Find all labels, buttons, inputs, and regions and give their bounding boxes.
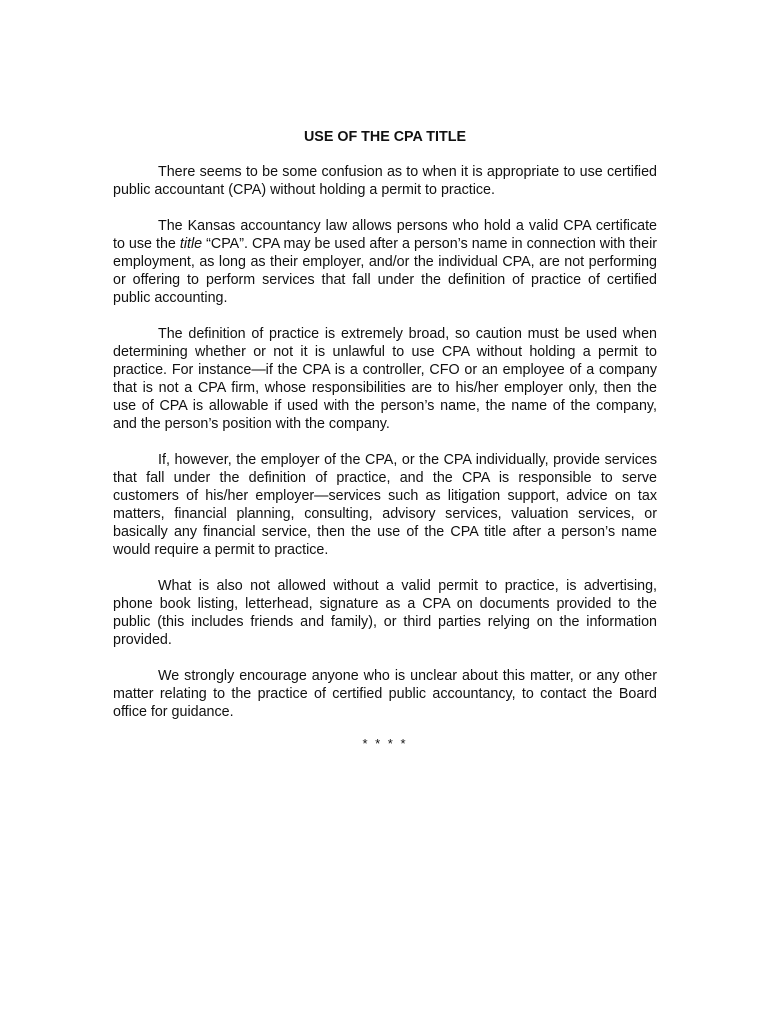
paragraph-kansas-law: [113, 217, 657, 307]
title-italic-word: title: [179, 236, 203, 252]
paragraph-encouragement: We strongly encourage anyone who is unclear about this matter, or any other matter relating to the practice of certified public accountancy, to contact the Board office for guidance.: [113, 668, 657, 720]
paragraph-confusion: There seems to be some confusion as to when it is appropriate to use certified public accountant (CPA) without holding a permit to practice.: [113, 164, 657, 198]
paragraph-kansas-law-start: The Kansas accountancy law allows persons who hold a valid CPA certificate to use the: [113, 218, 657, 252]
paragraph-definition-of-practice: The definition of practice is extremely broad, so caution must be used when determining whether or not it is unlawful to use CPA without holding a permit to practice. For instance—if the CPA is a controller, CFO or an employee of a company that is not a CPA firm, whose responsibilities are to his/her employer only, then the use of CPA is allowable if used with the person’s name, the name of the company, and the person’s position with the company.: [113, 326, 657, 432]
end-mark: * * * *: [362, 736, 408, 751]
document-title: USE OF THE CPA TITLE: [303, 129, 467, 145]
paragraph-kansas-law-end: “CPA”. CPA may be used after a person’s name in connection with their employment, as long as their employer, and/or the individual CPA, are not performing or offering to perform services that fall under the definition of practice of certified public accounting.: [113, 236, 658, 306]
paragraph-not-allowed: What is also not allowed without a valid permit to practice, is advertising, phone book listing, letterhead, signature as a CPA on documents provided to the public (this includes friends and family), or third parties relying on the information provided.: [113, 578, 657, 648]
document-body: [113, 128, 657, 753]
paragraph-employer-services: If, however, the employer of the CPA, or the CPA individually, provide services that fall under the definition of practice, and the CPA is responsible to serve customers of his/her employer—services such as litigation support, advice on tax matters, financial planning, consulting, advisory services, valuation services, or basically any financial service, then the use of the CPA title after a person’s name would require a permit to practice.: [113, 452, 657, 558]
